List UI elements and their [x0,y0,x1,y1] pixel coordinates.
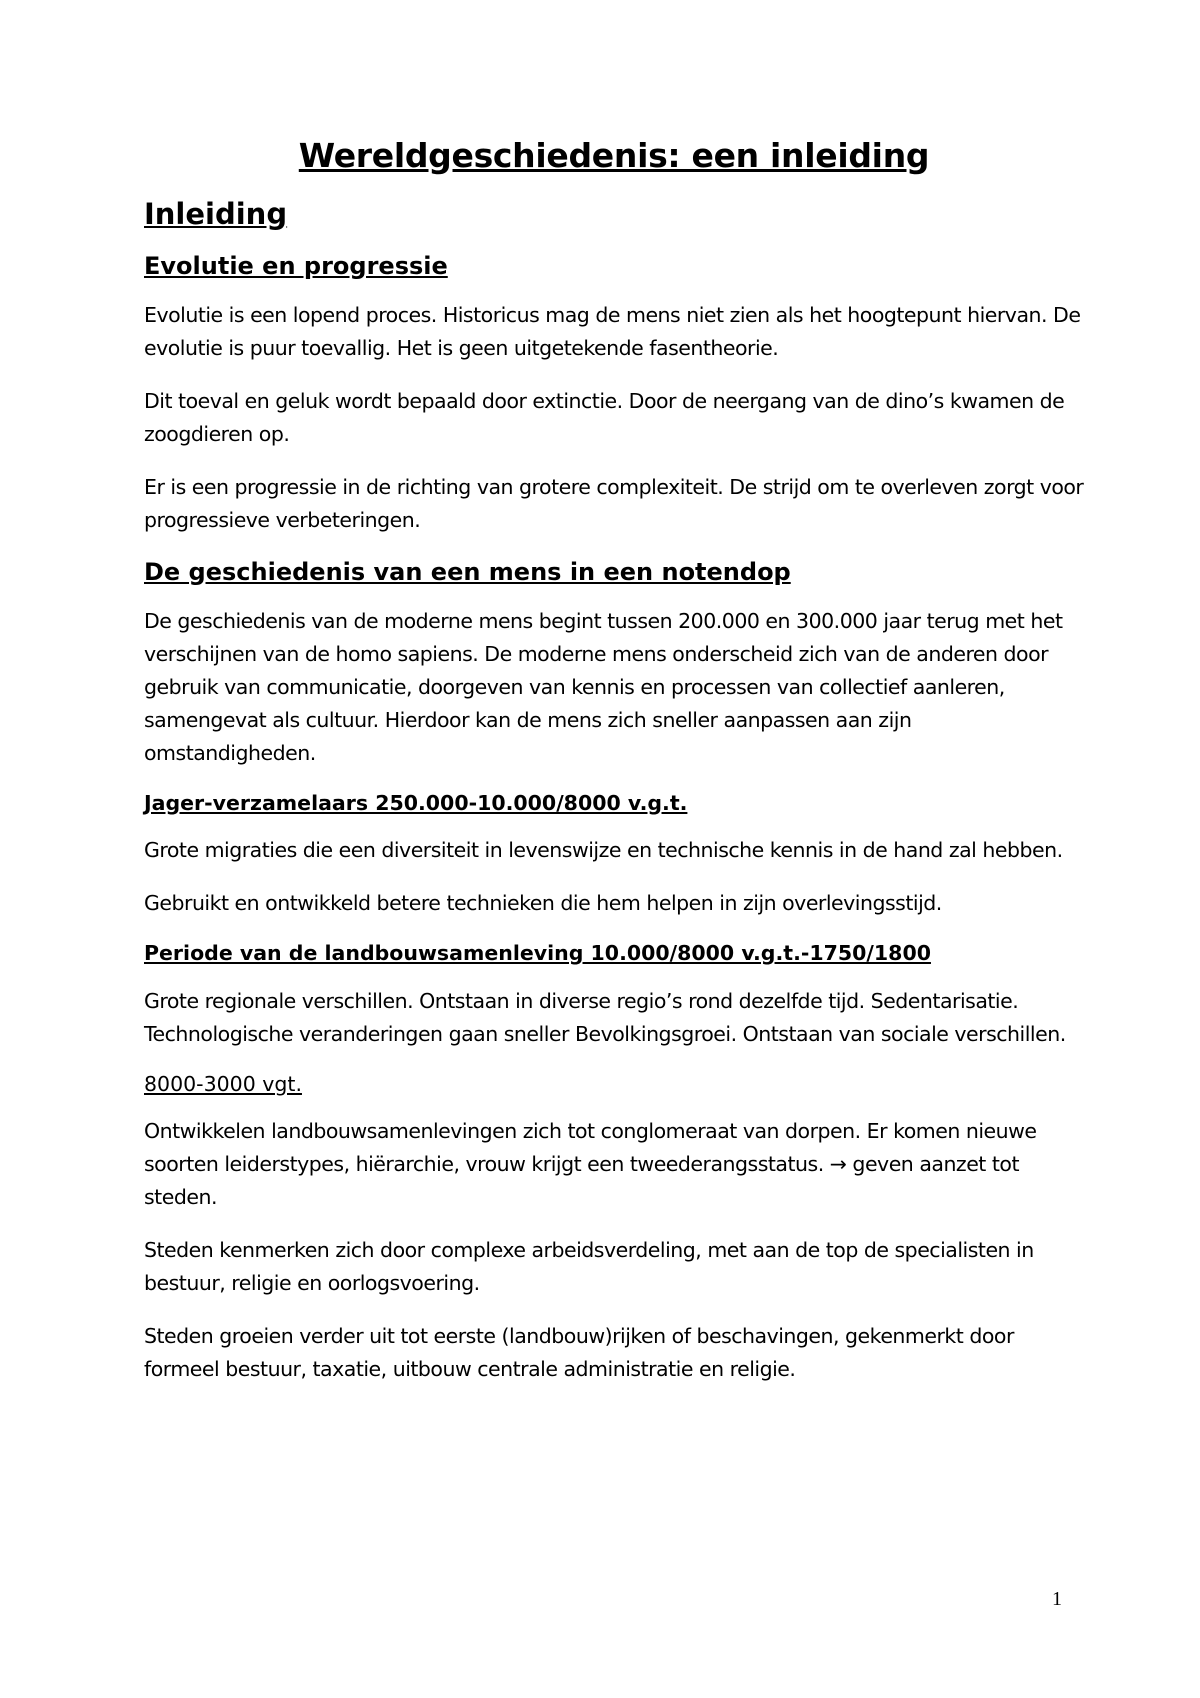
paragraph: Dit toeval en geluk wordt bepaald door extinctie. Door de neergang van de dino’s kwamen de zoogdieren op. [144,388,1065,446]
paragraph: Gebruikt en ontwikkeld betere technieken die hem helpen in zijn overlevingsstijd. [144,891,942,916]
document-title: Wereldgeschiedenis: een inleiding [298,136,930,175]
paragraph: Steden groeien verder uit tot eerste (landbouw)rijken of beschavingen, gekenmerkt door formeel bestuur, taxatie, uitbouw centrale administratie en religie. [144,1324,1014,1382]
document-page [144,135,1084,1406]
paragraph: Steden kenmerken zich door complexe arbeidsverdeling, met aan de top de specialisten in bestuur, religie en oorlogsvoering. [144,1238,1034,1296]
paragraph: Er is een progressie in de richting van grotere complexiteit. De strijd om te overleven zorgt voor progressieve verbeteringen. [144,474,1084,532]
paragraph: Evolutie is een lopend proces. Historicus mag de mens niet zien als het hoogtepunt hiervan. De evolutie is puur toevallig. Het is geen uitgetekende fasentheorie. [144,302,1081,360]
page-number: 1 [1052,1588,1062,1610]
paragraph: De geschiedenis van de moderne mens begint tussen 200.000 en 300.000 jaar terug met het verschijnen van de homo sapiens. De moderne mens onderscheid zich van de anderen door gebruik van communicatie, doorgeven van kennis en processen van collectief aanleren, samengevat als cultuur. Hierdoor kan de mens zich sneller aanpassen aan zijn omstandigheden. [144,608,1063,765]
paragraph: Grote regionale verschillen. Ontstaan in diverse regio’s rond dezelfde tijd. Sedentarisatie. Technologische veranderingen gaan sneller Bevolkingsgroei. Ontstaan van sociale verschillen. [144,988,1066,1046]
paragraph: Ontwikkelen landbouwsamenlevingen zich tot conglomeraat van dorpen. Er komen nieuwe soorten leiderstypes, hiërarchie, vrouw krijgt een tweederangsstatus. → geven aanzet tot steden. [144,1119,1037,1210]
section-heading-inleiding: Inleiding [144,197,288,232]
subsection-heading-landbouw: Periode van de landbouwsamenleving 10.000/8000 v.g.t.-1750/1800 [144,941,931,966]
subsection-heading-geschiedenis: De geschiedenis van een mens in een notendop [144,557,791,586]
subsection-heading-jager: Jager-verzamelaars 250.000-10.000/8000 v.g.t. [144,790,688,815]
subsection-heading-evolutie: Evolutie en progressie [144,251,448,280]
period-label: 8000-3000 vgt. [144,1071,302,1096]
paragraph: Grote migraties die een diversiteit in levenswijze en technische kennis in de hand zal hebben. [144,838,1063,863]
